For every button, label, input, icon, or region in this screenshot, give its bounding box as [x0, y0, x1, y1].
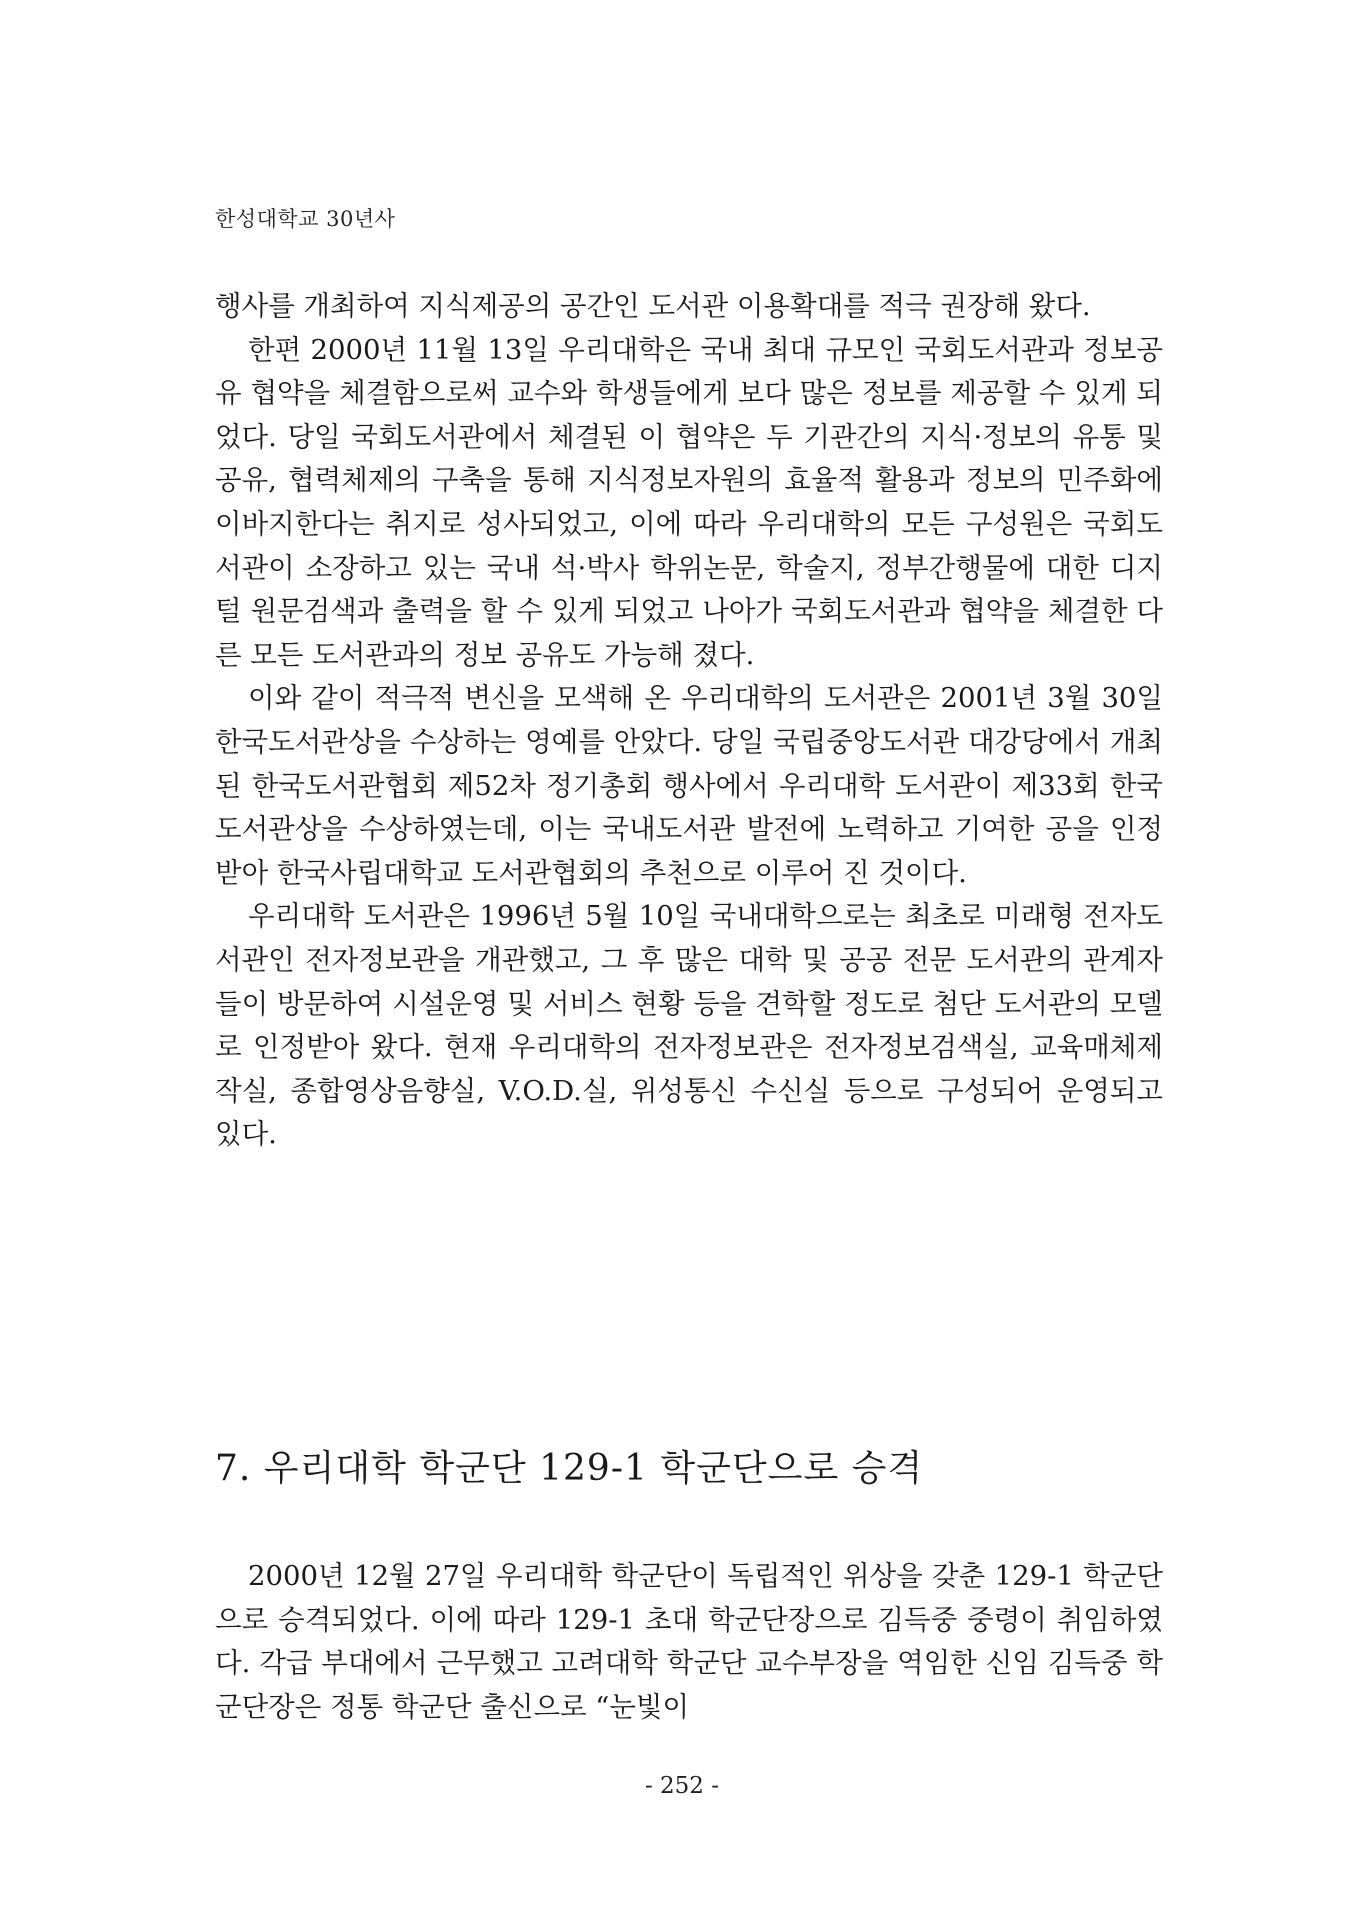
paragraph: 이와 같이 적극적 변신을 모색해 온 우리대학의 도서관은 2001년 3월 30일 한국도서관상을 수상하는 영예를 안았다. 당일 국립중앙도서관 대강당에서 개최된 한국도서관협회 제52차 정기총회 행사에서 우리대학 도서관이 제33회 한국도서관상을 수상하였는데, 이는 국내도서관 발전에 노력하고 기여한 공을 인정받아 한국사립대학교 도서관협회의 추천으로 이루어 진 것이다. — [215, 682, 1163, 889]
page-number: - 252 - — [644, 1773, 720, 1799]
paragraph: 우리대학 도서관은 1996년 5월 10일 국내대학으로는 최초로 미래형 전자도서관인 전자정보관을 개관했고, 그 후 많은 대학 및 공공 전문 도서관의 관계자들이 방문하여 시설운영 및 서비스 현황 등을 견학할 정도로 첨단 도서관의 모델로 인정받아 왔다. 현재 우리대학의 전자정보관은 전자정보검색실, 교육매체제작실, 종합영상음향실, V.O.D.실, 위성통신 수신실 등으로 구성되어 운영되고 있다. — [215, 900, 1163, 1151]
body-text-upper — [215, 285, 1163, 1157]
running-header: 한성대학교 30년사 — [215, 207, 396, 231]
paragraph: 2000년 12월 27일 우리대학 학군단이 독립적인 위상을 갖춘 129-1 학군단으로 승격되었다. 이에 따라 129-1 초대 학군단장으로 김득중 중령이 취임하였다. 각급 부대에서 근무했고 고려대학 학군단 교수부장을 역임한 신임 김득중 학군단장은 정통 학군단 출신으로 “눈빛이 — [215, 1560, 1163, 1723]
paragraph: 행사를 개최하여 지식제공의 공간인 도서관 이용확대를 적극 권장해 왔다. — [215, 290, 1091, 322]
body-text-lower — [215, 1555, 1163, 1729]
section-heading: 7. 우리대학 학군단 129-1 학군단으로 승격 — [215, 1448, 924, 1489]
paragraph: 한편 2000년 11월 13일 우리대학은 국내 최대 규모인 국회도서관과 정보공유 협약을 체결함으로써 교수와 학생들에게 보다 많은 정보를 제공할 수 있게 되었다. 당일 국회도서관에서 체결된 이 협약은 두 기관간의 지식·정보의 유통 및 공유, 협력체제의 구축을 통해 지식정보자원의 효율적 활용과 정보의 민주화에 이바지한다는 취지로 성사되었고, 이에 따라 우리대학의 모든 구성원은 국회도서관이 소장하고 있는 국내 석·박사 학위논문, 학술지, 정부간행물에 대한 디지털 원문검색과 출력을 할 수 있게 되었고 나아가 국회도서관과 협약을 체결한 다른 모든 도서관과의 정보 공유도 가능해 졌다. — [215, 333, 1163, 671]
